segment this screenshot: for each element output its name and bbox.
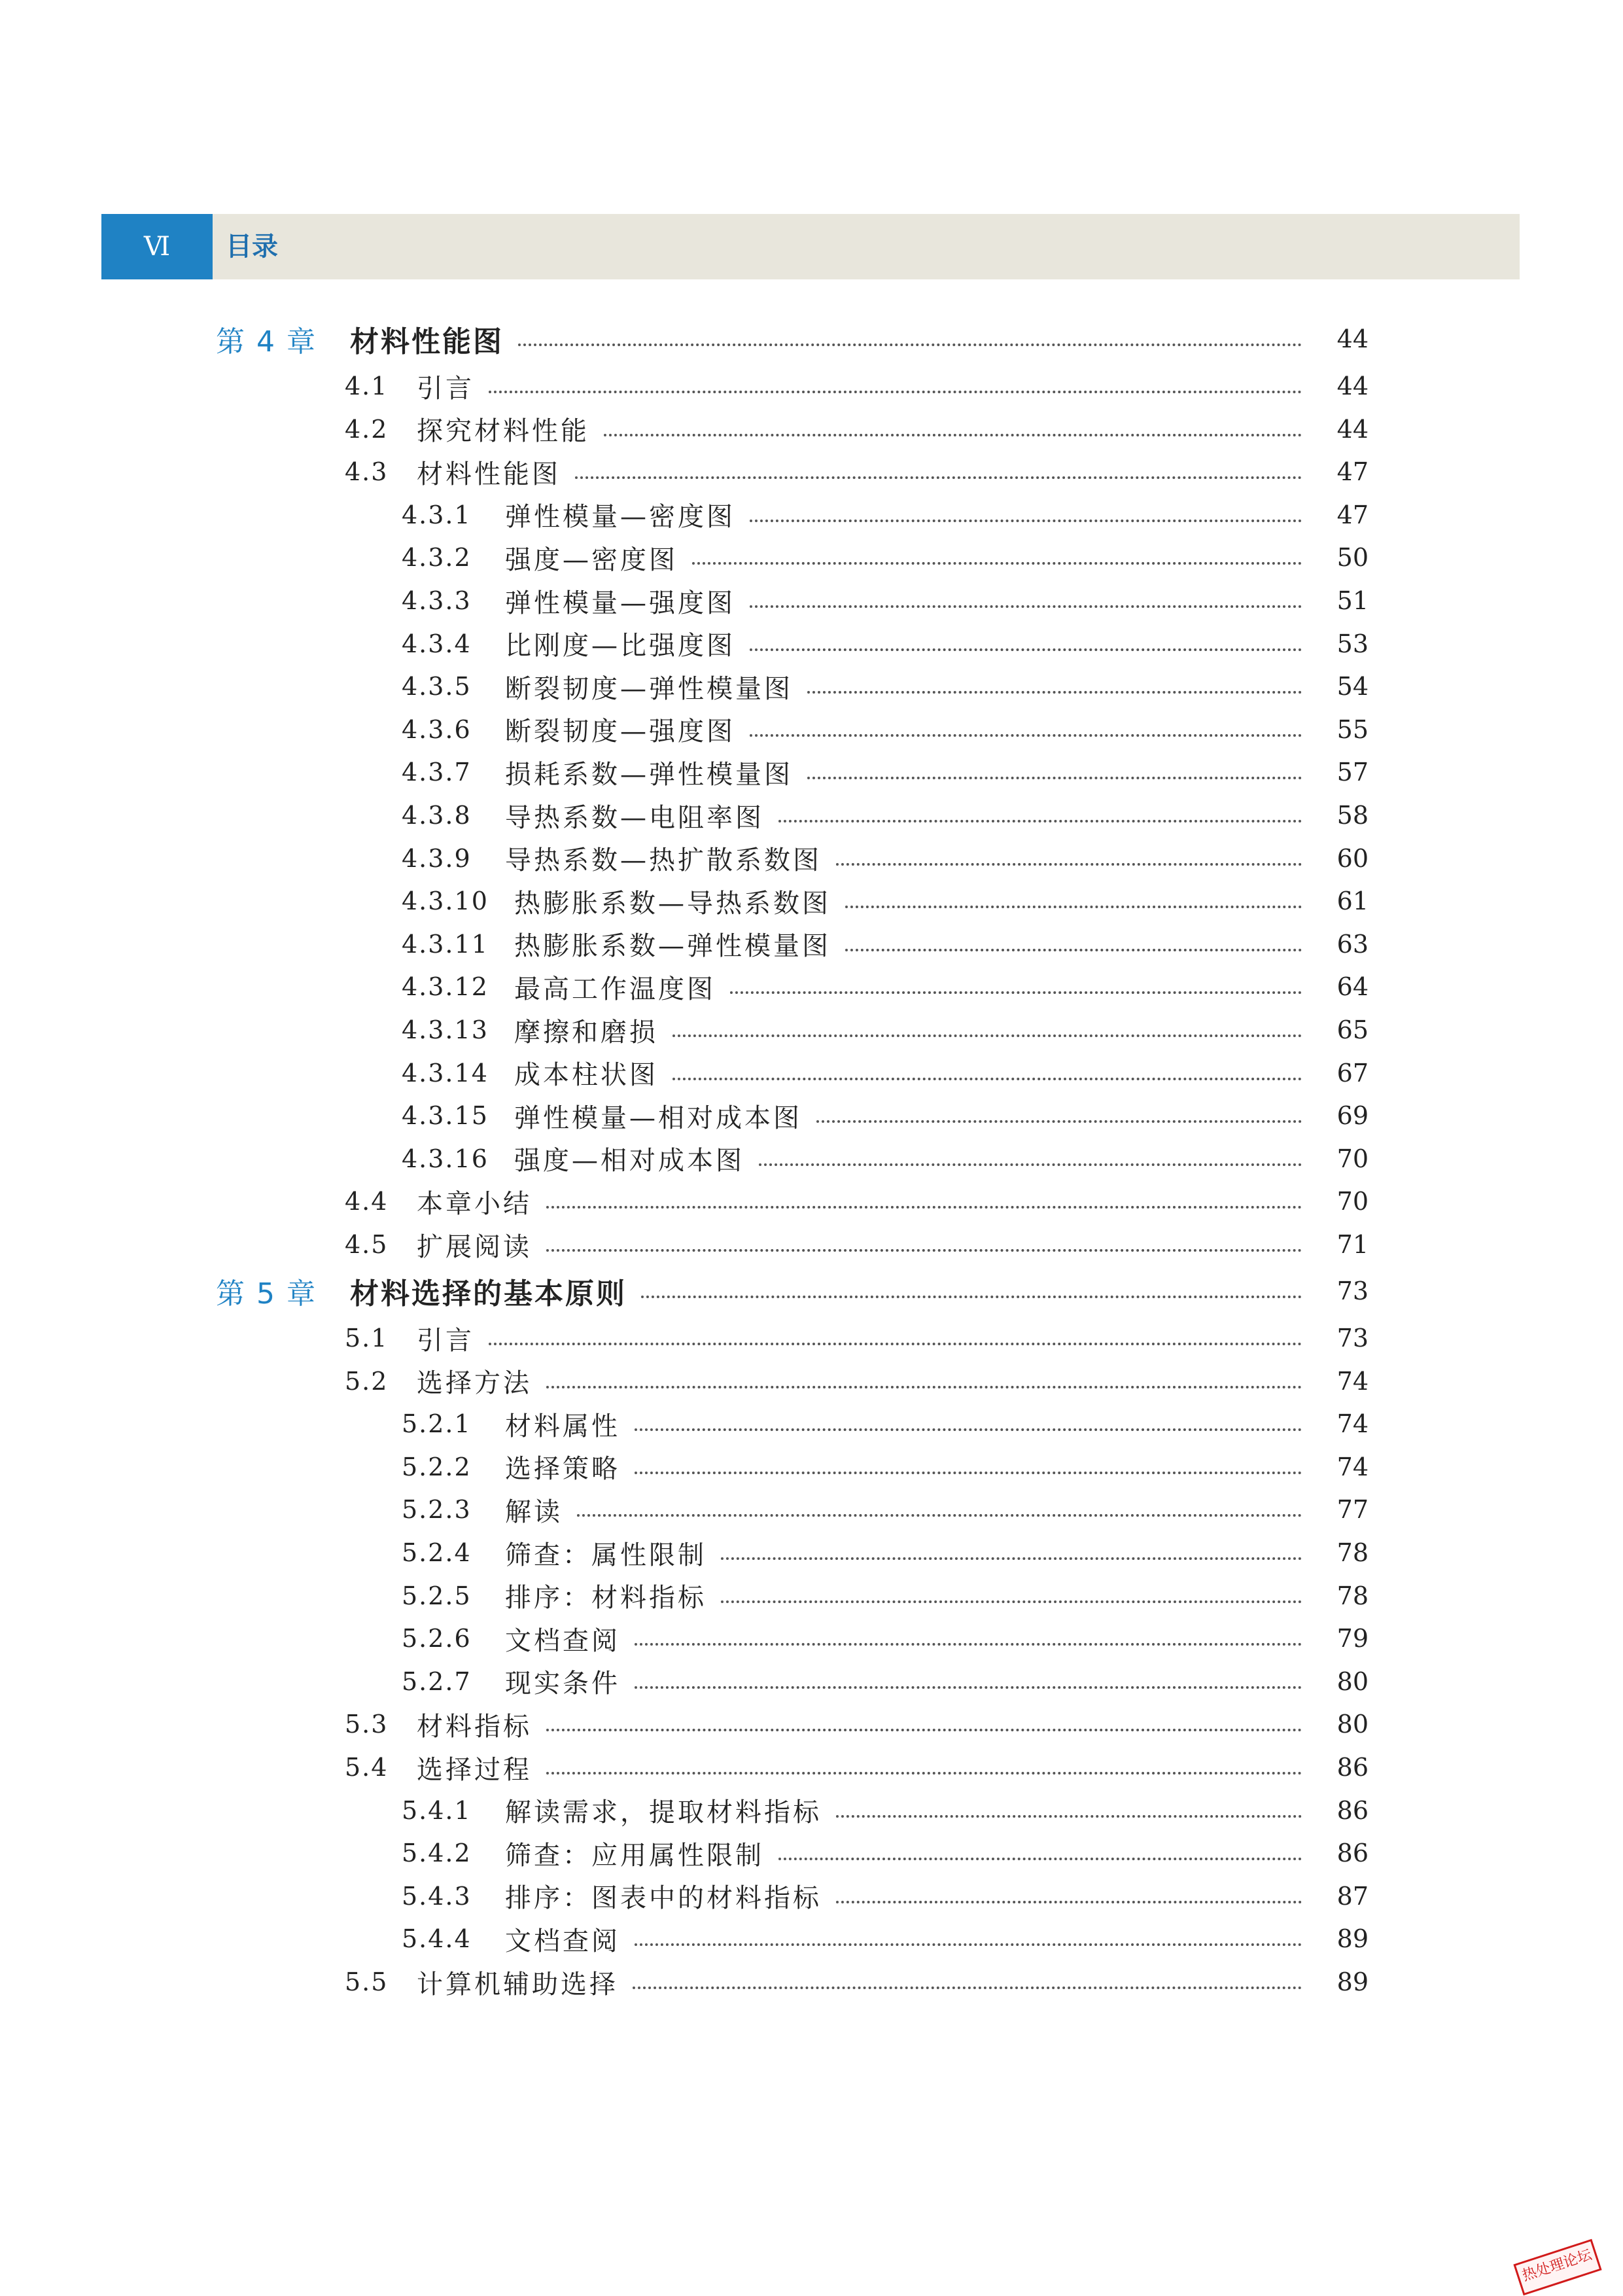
toc-entry-title: 强度—密度图 xyxy=(505,544,678,575)
toc-subsection-entry[interactable] xyxy=(0,1574,1623,1617)
toc-section-entry[interactable] xyxy=(0,450,1623,493)
toc-entry-number: 5.1 xyxy=(345,1324,389,1352)
dot-leader xyxy=(635,1472,1302,1474)
toc-subsection-entry[interactable] xyxy=(0,579,1623,622)
dot-leader xyxy=(546,1206,1302,1209)
toc-entry-title: 材料性能图 xyxy=(350,325,504,359)
dot-leader xyxy=(489,1343,1302,1345)
toc-section-entry[interactable] xyxy=(0,1180,1623,1223)
toc-entry-title: 选择策略 xyxy=(505,1454,620,1485)
dot-leader xyxy=(692,562,1302,565)
toc-entry-page: 71 xyxy=(1336,1230,1369,1259)
dot-leader xyxy=(641,1296,1302,1298)
toc-entry-page: 47 xyxy=(1336,457,1369,487)
toc-entry-number: 第 5 章 xyxy=(216,1277,317,1311)
toc-entry-number: 4.3.8 xyxy=(402,801,472,830)
toc-entry-page: 74 xyxy=(1336,1366,1369,1396)
toc-subsection-entry[interactable] xyxy=(0,1875,1623,1918)
toc-entry-page: 74 xyxy=(1336,1452,1369,1481)
header-bar xyxy=(101,214,1520,279)
dot-leader xyxy=(759,1163,1302,1166)
toc-subsection-entry[interactable] xyxy=(0,794,1623,837)
toc-entry-page: 61 xyxy=(1336,887,1369,916)
dot-leader xyxy=(546,1729,1302,1731)
toc-entry-number: 4.1 xyxy=(345,372,389,400)
toc-entry-number: 5.4 xyxy=(345,1753,389,1782)
toc-subsection-entry[interactable] xyxy=(0,1531,1623,1574)
toc-entry-number: 5.2.4 xyxy=(402,1538,472,1567)
section-title: 目录 xyxy=(226,232,278,262)
dot-leader xyxy=(778,1858,1302,1860)
toc-entry-page: 89 xyxy=(1336,1924,1369,1954)
toc-entry-number: 4.3.4 xyxy=(402,629,472,658)
toc-entry-page: 86 xyxy=(1336,1839,1369,1868)
toc-entry-page: 55 xyxy=(1336,715,1369,744)
toc-entry-title: 材料选择的基本原则 xyxy=(350,1277,627,1311)
toc-entry-title: 扩展阅读 xyxy=(417,1231,532,1262)
toc-entry-title: 解读需求，提取材料指标 xyxy=(505,1797,822,1828)
toc-entry-number: 4.3.7 xyxy=(402,758,472,787)
toc-entry-page: 67 xyxy=(1336,1058,1369,1087)
dot-leader xyxy=(778,820,1302,822)
toc-subsection-entry[interactable] xyxy=(0,879,1623,923)
toc-entry-title: 弹性模量—密度图 xyxy=(505,502,735,533)
toc-section-entry[interactable] xyxy=(0,1360,1623,1403)
toc-entry-page: 50 xyxy=(1336,543,1369,573)
toc-entry-page: 74 xyxy=(1336,1409,1369,1439)
toc-entry-page: 60 xyxy=(1336,843,1369,873)
dot-leader xyxy=(546,1249,1302,1252)
toc-entry-number: 4.2 xyxy=(345,414,389,444)
toc-entry-page: 79 xyxy=(1336,1624,1369,1653)
dot-leader xyxy=(750,734,1302,737)
toc-entry-title: 弹性模量—相对成本图 xyxy=(514,1103,802,1133)
toc-entry-number: 4.3.11 xyxy=(402,929,489,959)
dot-leader xyxy=(518,344,1302,346)
toc-section-entry[interactable] xyxy=(0,1746,1623,1789)
toc-entry-number: 4.5 xyxy=(345,1230,389,1259)
toc-subsection-entry[interactable] xyxy=(0,1008,1623,1051)
toc-entry-number: 4.3.13 xyxy=(402,1016,489,1044)
toc-entry-page: 70 xyxy=(1336,1144,1369,1173)
toc-entry-page: 73 xyxy=(1336,1324,1369,1352)
toc-subsection-entry[interactable] xyxy=(0,1917,1623,1960)
toc-entry-number: 4.4 xyxy=(345,1187,389,1216)
dot-leader xyxy=(633,1987,1302,1989)
toc-section-entry[interactable] xyxy=(0,1316,1623,1360)
toc-subsection-entry[interactable] xyxy=(0,1617,1623,1660)
dot-leader xyxy=(836,1815,1302,1818)
toc-entry-number: 5.2 xyxy=(345,1366,389,1396)
toc-section-entry[interactable] xyxy=(0,408,1623,451)
toc-entry-number: 4.3 xyxy=(345,457,389,487)
toc-entry-page: 86 xyxy=(1336,1753,1369,1782)
toc-entry-number: 4.3.3 xyxy=(402,586,472,615)
toc-entry-title: 导热系数—电阻率图 xyxy=(505,802,764,833)
toc-entry-title: 选择方法 xyxy=(417,1368,532,1399)
toc-entry-number: 5.4.2 xyxy=(402,1839,472,1868)
toc-entry-title: 成本柱状图 xyxy=(514,1060,658,1091)
toc-entry-number: 5.2.2 xyxy=(402,1452,472,1481)
toc-entry-title: 解读 xyxy=(505,1496,563,1527)
dot-leader xyxy=(807,777,1302,779)
toc-entry-title: 损耗系数—弹性模量图 xyxy=(505,759,793,790)
toc-entry-title: 热膨胀系数—导热系数图 xyxy=(514,888,831,919)
toc-entry-title: 本章小结 xyxy=(417,1188,532,1219)
toc-entry-page: 78 xyxy=(1336,1538,1369,1567)
toc-entry-number: 5.5 xyxy=(345,1968,389,1996)
toc-entry-page: 70 xyxy=(1336,1187,1369,1216)
dot-leader xyxy=(721,1600,1302,1603)
toc-entry-number: 4.3.6 xyxy=(402,715,472,744)
toc-subsection-entry[interactable] xyxy=(0,1831,1623,1875)
toc-entry-title: 现实条件 xyxy=(505,1669,620,1699)
toc-entry-title: 计算机辅助选择 xyxy=(417,1969,618,2000)
toc-subsection-entry[interactable] xyxy=(0,1789,1623,1832)
toc-entry-title: 断裂韧度—弹性模量图 xyxy=(505,673,793,704)
toc-entry-page: 87 xyxy=(1336,1881,1369,1911)
toc-subsection-entry[interactable] xyxy=(0,1488,1623,1531)
toc-subsection-entry[interactable] xyxy=(0,751,1623,794)
toc-entry-number: 4.3.5 xyxy=(402,672,472,701)
toc-entry-number: 4.3.12 xyxy=(402,972,489,1002)
toc-subsection-entry[interactable] xyxy=(0,708,1623,751)
toc-entry-title: 探究材料性能 xyxy=(417,416,589,447)
toc-entry-title: 弹性模量—强度图 xyxy=(505,588,735,618)
toc-entry-page: 58 xyxy=(1336,801,1369,830)
page-number-badge xyxy=(101,214,213,279)
toc-subsection-entry[interactable] xyxy=(0,837,1623,880)
toc-entry-page: 63 xyxy=(1336,929,1369,959)
dot-leader xyxy=(845,906,1302,908)
toc-entry-number: 5.4.3 xyxy=(402,1881,472,1911)
page-number: Ⅵ xyxy=(143,232,171,262)
toc-entry-number: 5.2.3 xyxy=(402,1495,472,1525)
toc-entry-title: 强度—相对成本图 xyxy=(514,1146,744,1176)
toc-entry-title: 比刚度—比强度图 xyxy=(505,631,735,662)
toc-entry-number: 5.4.1 xyxy=(402,1795,472,1825)
toc-section-entry[interactable] xyxy=(0,364,1623,408)
toc-entry-title: 选择过程 xyxy=(417,1754,532,1785)
toc-entry-title: 筛查：应用属性限制 xyxy=(505,1840,764,1871)
toc-entry-page: 73 xyxy=(1336,1277,1369,1305)
toc-section-entry[interactable] xyxy=(0,1960,1623,2004)
toc-entry-page: 80 xyxy=(1336,1667,1369,1696)
dot-leader xyxy=(836,1901,1302,1903)
toc-chapter-entry[interactable] xyxy=(0,1269,1623,1313)
toc-entry-title: 材料属性 xyxy=(505,1411,620,1441)
toc-section-entry[interactable] xyxy=(0,1703,1623,1746)
toc-subsection-entry[interactable] xyxy=(0,493,1623,537)
dot-leader xyxy=(807,691,1302,694)
toc-entry-page: 57 xyxy=(1336,758,1369,787)
forum-watermark-stamp: 热处理论坛 xyxy=(1513,2239,1601,2295)
toc-subsection-entry[interactable] xyxy=(0,1051,1623,1095)
dot-leader xyxy=(577,1514,1302,1517)
dot-leader xyxy=(672,1078,1302,1080)
toc-entry-title: 摩擦和磨损 xyxy=(514,1017,658,1048)
dot-leader xyxy=(672,1034,1302,1037)
dot-leader xyxy=(750,648,1302,651)
toc-subsection-entry[interactable] xyxy=(0,1094,1623,1137)
toc-entry-title: 排序：图表中的材料指标 xyxy=(505,1883,822,1914)
toc-entry-page: 51 xyxy=(1336,586,1369,615)
toc-entry-page: 44 xyxy=(1336,372,1369,400)
toc-entry-number: 4.3.2 xyxy=(402,543,472,573)
dot-leader xyxy=(721,1557,1302,1560)
toc-subsection-entry[interactable] xyxy=(0,665,1623,708)
toc-entry-page: 44 xyxy=(1336,325,1369,353)
dot-leader xyxy=(489,391,1302,393)
toc-entry-number: 第 4 章 xyxy=(216,325,317,359)
dot-leader xyxy=(635,1943,1302,1946)
toc-entry-page: 78 xyxy=(1336,1581,1369,1610)
toc-entry-page: 69 xyxy=(1336,1101,1369,1131)
toc-entry-number: 4.3.16 xyxy=(402,1144,489,1173)
toc-entry-number: 4.3.1 xyxy=(402,500,472,529)
toc-entry-number: 5.2.5 xyxy=(402,1581,472,1610)
dot-leader xyxy=(546,1772,1302,1775)
toc-entry-title: 排序：材料指标 xyxy=(505,1583,707,1614)
toc-subsection-entry[interactable] xyxy=(0,923,1623,966)
dot-leader xyxy=(604,434,1302,436)
toc-subsection-entry[interactable] xyxy=(0,965,1623,1008)
dot-leader xyxy=(845,949,1302,951)
toc-entry-title: 热膨胀系数—弹性模量图 xyxy=(514,931,831,962)
toc-subsection-entry[interactable] xyxy=(0,1445,1623,1489)
toc-entry-number: 5.2.1 xyxy=(402,1409,472,1439)
toc-entry-page: 53 xyxy=(1336,629,1369,658)
toc-entry-page: 86 xyxy=(1336,1795,1369,1825)
dot-leader xyxy=(816,1120,1302,1123)
toc-chapter-entry[interactable] xyxy=(0,317,1623,361)
toc-entry-title: 引言 xyxy=(417,373,474,404)
dot-leader xyxy=(836,863,1302,866)
toc-entry-number: 5.2.7 xyxy=(402,1667,472,1696)
toc-subsection-entry[interactable] xyxy=(0,536,1623,579)
dot-leader xyxy=(635,1428,1302,1431)
toc-entry-number: 4.3.10 xyxy=(402,887,489,916)
dot-leader xyxy=(546,1386,1302,1388)
toc-entry-number: 4.3.9 xyxy=(402,843,472,873)
toc-entry-number: 4.3.14 xyxy=(402,1058,489,1087)
toc-section-entry[interactable] xyxy=(0,1223,1623,1266)
toc-entry-page: 54 xyxy=(1336,672,1369,701)
dot-leader xyxy=(730,991,1302,994)
toc-entry-title: 文档查阅 xyxy=(505,1926,620,1956)
dot-leader xyxy=(635,1643,1302,1646)
toc-entry-page: 77 xyxy=(1336,1495,1369,1525)
toc-entry-page: 80 xyxy=(1336,1710,1369,1739)
dot-leader xyxy=(750,605,1302,608)
dot-leader xyxy=(750,520,1302,522)
toc-entry-page: 44 xyxy=(1336,414,1369,444)
dot-leader xyxy=(575,476,1302,479)
toc-entry-title: 文档查阅 xyxy=(505,1625,620,1656)
toc-entry-title: 筛查：属性限制 xyxy=(505,1540,707,1570)
toc-entry-title: 断裂韧度—强度图 xyxy=(505,716,735,747)
toc-subsection-entry[interactable] xyxy=(0,1402,1623,1445)
toc-entry-title: 引言 xyxy=(417,1325,474,1356)
toc-entry-title: 最高工作温度图 xyxy=(514,974,716,1004)
toc-entry-title: 导热系数—热扩散系数图 xyxy=(505,845,822,876)
toc-entry-page: 89 xyxy=(1336,1968,1369,1996)
toc-entry-title: 材料指标 xyxy=(417,1711,532,1742)
toc-entry-number: 5.4.4 xyxy=(402,1924,472,1954)
toc-entry-page: 47 xyxy=(1336,500,1369,529)
toc-entry-page: 65 xyxy=(1336,1016,1369,1044)
toc-entry-page: 64 xyxy=(1336,972,1369,1002)
toc-entry-number: 5.3 xyxy=(345,1710,389,1739)
toc-subsection-entry[interactable] xyxy=(0,1660,1623,1703)
dot-leader xyxy=(635,1686,1302,1689)
toc-entry-title: 材料性能图 xyxy=(417,459,561,489)
toc-subsection-entry[interactable] xyxy=(0,622,1623,665)
toc-subsection-entry[interactable] xyxy=(0,1137,1623,1180)
toc-entry-number: 5.2.6 xyxy=(402,1624,472,1653)
toc-entry-number: 4.3.15 xyxy=(402,1101,489,1131)
